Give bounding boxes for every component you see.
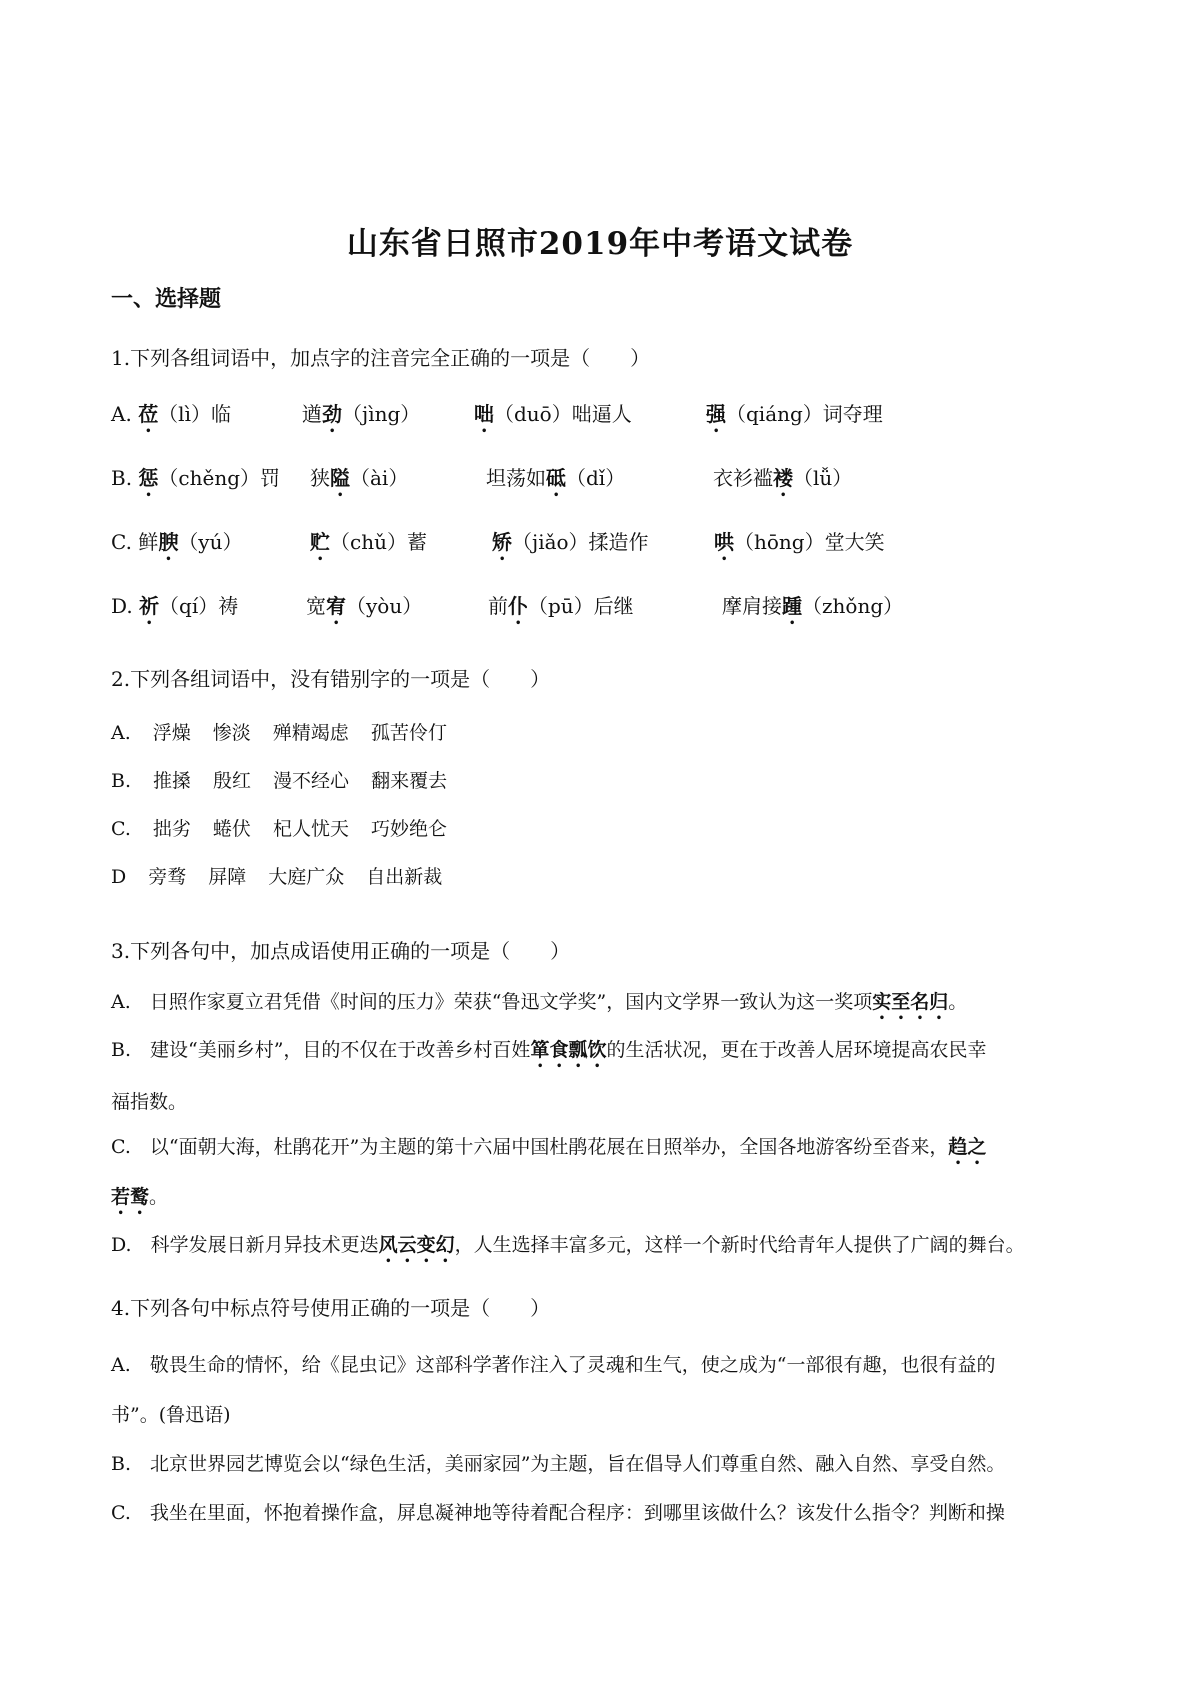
q1-d-item: 摩肩接踵（zhǒng） — [722, 594, 904, 618]
q1-stem: 1.下列各组词语中，加点字的注音完全正确的一项是（ ） — [111, 346, 651, 370]
q3-option-c-cont: 若鹜。 — [111, 1186, 169, 1208]
q1-c-item: 矫（jiǎo）揉造作 — [492, 530, 649, 554]
q3-option-b: B. 建设“美丽乡村”，目的不仅在于改善乡村百姓箪食瓢饮的生活状况，更在于改善人居环境提高农民幸 — [111, 1039, 987, 1061]
q3-option-d: D. 科学发展日新月异技术更迭风云变幻，人生选择丰富多元，这样一个新时代给青年人提供了广阔的舞台。 — [111, 1234, 1025, 1256]
q1-c-item: C. 鲜腴（yú） — [111, 530, 243, 554]
q3-option-a: A. 日照作家夏立君凭借《时间的压力》荣获“鲁迅文学奖”，国内文学界一致认为这一奖项实至名归。 — [111, 991, 968, 1013]
q4-stem: 4.下列各句中标点符号使用正确的一项是（ ） — [111, 1296, 551, 1320]
q1-b-item: 狭隘（ài） — [310, 466, 409, 490]
q4-option-c: C. 我坐在里面，怀抱着操作盒，屏息凝神地等待着配合程序：到哪里该做什么？该发什么指令？判断和操 — [111, 1502, 1005, 1524]
q3-option-b-cont: 福指数。 — [111, 1091, 188, 1113]
q3-stem: 3.下列各句中，加点成语使用正确的一项是（ ） — [111, 939, 571, 963]
q4-option-a: A. 敬畏生命的情怀，给《昆虫记》这部科学著作注入了灵魂和生气，使之成为“一部很有趣，也很有益的 — [111, 1354, 996, 1376]
page-title: 山东省日照市2019年中考语文试卷 — [346, 226, 854, 262]
q1-b-item: B. 惩（chěng）罚 — [111, 466, 281, 490]
q1-a-item: 强（qiáng）词夺理 — [706, 402, 883, 426]
q4-option-b: B. 北京世界园艺博览会以“绿色生活，美丽家园”为主题，旨在倡导人们尊重自然、融入自然、享受自然。 — [111, 1453, 1006, 1475]
q2-option-c: C. 拙劣 蜷伏 杞人忧天 巧妙绝仑 — [111, 818, 447, 840]
q1-a-item: 遒劲（jìng） — [302, 402, 421, 426]
section-heading: 一、选择题 — [111, 286, 222, 312]
q2-option-d: D 旁骛 屏障 大庭广众 自出新裁 — [111, 866, 443, 888]
q3-option-c: C. 以“面朝大海，杜鹃花开”为主题的第十六届中国杜鹃花展在日照举办，全国各地游客纷至沓来，趋之 — [111, 1136, 987, 1158]
q1-c-item: 哄（hōng）堂大笑 — [714, 530, 885, 554]
q1-c-item: 贮（chǔ）蓄 — [310, 530, 427, 554]
q1-a-item: 咄（duō）咄逼人 — [474, 402, 632, 426]
q1-d-item: D. 祈（qí）祷 — [111, 594, 239, 618]
q2-option-b: B. 推搡 殷红 漫不经心 翻来覆去 — [111, 770, 448, 792]
q1-a-item: A. 莅（lì）临 — [111, 402, 231, 426]
q1-b-item: 坦荡如砥（dǐ） — [486, 466, 626, 490]
q4-option-a-cont: 书”。(鲁迅语) — [111, 1404, 231, 1426]
q2-stem: 2.下列各组词语中，没有错别字的一项是（ ） — [111, 667, 551, 691]
q1-b-item: 衣衫褴褛（lǚ） — [713, 466, 853, 490]
q2-option-a: A. 浮燥 惨淡 殚精竭虑 孤苦伶仃 — [111, 722, 447, 744]
q1-d-item: 宽宥（yòu） — [306, 594, 423, 618]
q1-d-item: 前仆（pū）后继 — [488, 594, 634, 618]
